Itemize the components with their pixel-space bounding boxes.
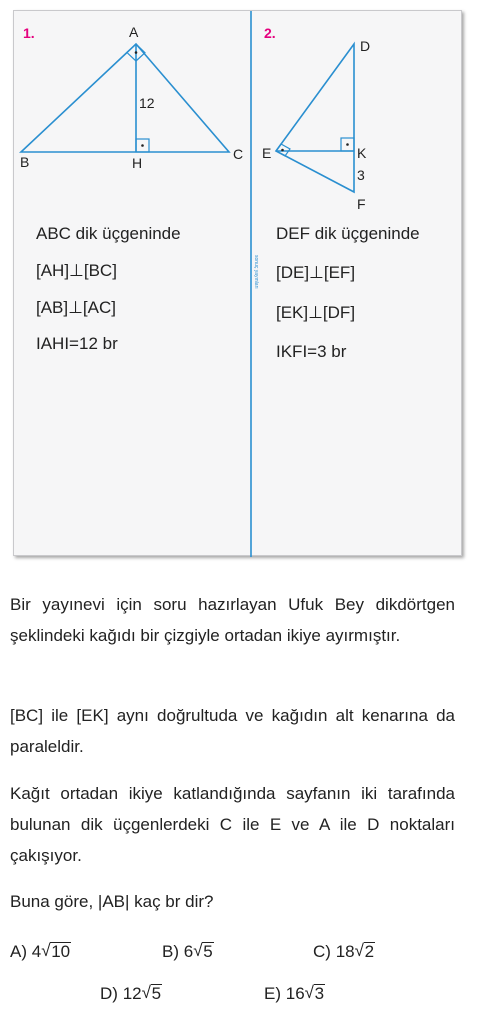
option-coefficient: 16 xyxy=(285,984,305,1003)
problem2-condition: [DE]⊥[EF] xyxy=(276,263,356,282)
option-radicand: 5 xyxy=(203,942,213,961)
label-k: K xyxy=(357,145,367,161)
right-angle-dot-a xyxy=(135,51,138,54)
right-angle-dot-k xyxy=(346,143,349,146)
option-radicand: 10 xyxy=(51,942,71,961)
option-radicand: 3 xyxy=(314,984,325,1003)
label-h: H xyxy=(132,155,143,171)
problem2-condition: DEF dik üçgeninde xyxy=(276,224,420,243)
sqrt-symbol: √ 5 xyxy=(193,941,213,961)
problem1-condition: [AH]⊥[BC] xyxy=(36,261,117,280)
label-d: D xyxy=(360,38,371,54)
option-letter: B) xyxy=(162,942,179,961)
right-angle-dot-e xyxy=(281,149,284,152)
option-b[interactable] xyxy=(162,942,214,962)
sqrt-symbol: √ 10 xyxy=(41,941,71,961)
option-coefficient: 6 xyxy=(183,942,194,961)
question-paragraph: [BC] ile [EK] aynı doğrultuda ve kağıdın alt kenarına da paraleldir. xyxy=(10,706,455,756)
label-f: F xyxy=(357,196,366,212)
question-stem: Buna göre, |AB| kaç br dir? xyxy=(10,892,214,911)
option-letter: E) xyxy=(264,984,281,1003)
label-e: E xyxy=(262,145,272,161)
option-radicand: 2 xyxy=(364,942,375,961)
label-kf-length: 3 xyxy=(357,167,365,183)
problem2-number: 2. xyxy=(264,25,276,41)
problem2-condition: [EK]⊥[DF] xyxy=(276,303,356,322)
option-d[interactable] xyxy=(100,984,162,1004)
watermark: sonuç yayınları xyxy=(253,255,259,289)
option-letter: A) xyxy=(10,942,27,961)
figure-panel xyxy=(13,10,462,556)
triangle-abc xyxy=(21,44,229,152)
label-ah-length: 12 xyxy=(139,95,155,111)
option-e[interactable] xyxy=(264,984,325,1004)
question-paragraph: Kağıt ortadan ikiye katlandığında sayfanın iki tarafında bulunan dik üçgenlerdeki C ile E ve A ile D noktaları çakışıyor. xyxy=(10,784,455,865)
label-b: B xyxy=(20,154,30,170)
option-coefficient: 4 xyxy=(31,942,42,961)
sqrt-symbol: √ 5 xyxy=(141,983,162,1003)
option-coefficient: 12 xyxy=(122,984,142,1003)
option-coefficient: 18 xyxy=(335,942,355,961)
problem1-number: 1. xyxy=(23,25,35,41)
option-letter: C) xyxy=(313,942,331,961)
right-angle-dot-h xyxy=(141,144,144,147)
option-letter: D) xyxy=(100,984,118,1003)
problem1-condition: IAHI=12 br xyxy=(36,334,118,353)
question-paragraph: Bir yayınevi için soru hazırlayan Ufuk Bey dikdörtgen şeklindeki kağıdı bir çizgiyle ortadan ikiye ayırmıştır. xyxy=(10,595,455,645)
sqrt-symbol: √ 3 xyxy=(304,983,325,1003)
problem1-condition: [AB]⊥[AC] xyxy=(36,298,116,317)
problem1-condition: ABC dik üçgeninde xyxy=(36,224,181,243)
problem2-condition: IKFI=3 br xyxy=(276,342,347,361)
label-c: C xyxy=(233,146,244,162)
label-a: A xyxy=(129,24,139,40)
triangle-def xyxy=(276,44,354,192)
option-a[interactable] xyxy=(10,942,71,962)
option-c[interactable] xyxy=(313,942,375,962)
figure-drawing xyxy=(14,11,463,557)
sqrt-symbol: √ 2 xyxy=(354,941,375,961)
option-radicand: 5 xyxy=(151,984,162,1003)
